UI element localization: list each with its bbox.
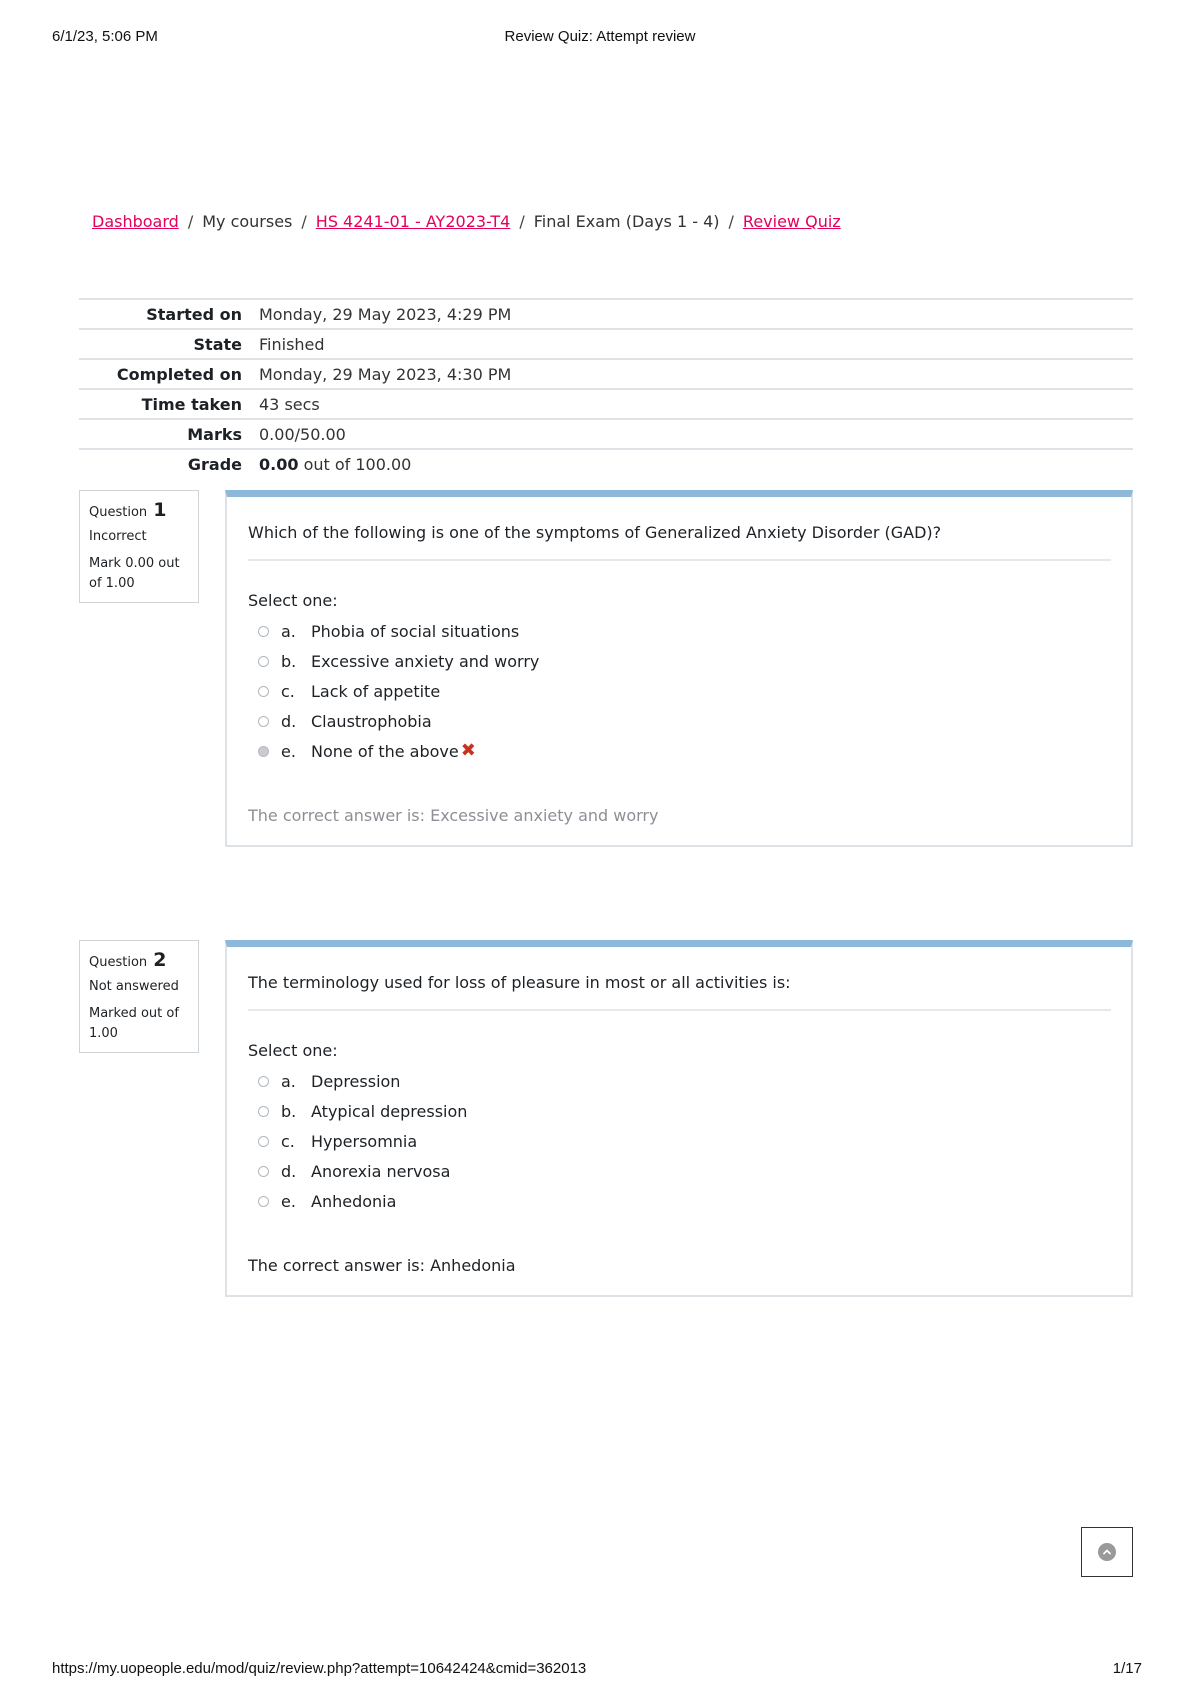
summary-label: Started on — [146, 304, 242, 324]
print-date: 6/1/23, 5:06 PM — [52, 28, 158, 45]
radio-button[interactable] — [258, 1136, 269, 1147]
question-number — [89, 949, 198, 971]
select-one-prompt: Select one: — [248, 591, 338, 610]
question-number-value: 2 — [153, 949, 167, 971]
answer-option[interactable] — [248, 676, 1111, 706]
answer-letter: a. — [281, 621, 296, 641]
summary-row-state — [79, 329, 1133, 359]
summary-row-marks — [79, 419, 1133, 449]
summary-label: State — [193, 334, 242, 354]
answer-option[interactable] — [248, 1096, 1111, 1126]
breadcrumb-my-courses: My courses — [202, 212, 293, 231]
answer-option[interactable] — [248, 616, 1111, 646]
answer-text: Phobia of social situations — [311, 621, 520, 641]
answer-option[interactable] — [248, 1066, 1111, 1096]
radio-button[interactable] — [258, 1076, 269, 1087]
question-text: The terminology used for loss of pleasure in most or all activities is: — [248, 973, 1111, 1011]
answer-option[interactable] — [248, 646, 1111, 676]
print-title: Review Quiz: Attempt review — [504, 28, 696, 45]
answer-option-selected[interactable] — [248, 736, 1111, 766]
summary-label: Completed on — [116, 364, 242, 384]
summary-value: Monday, 29 May 2023, 4:29 PM — [259, 304, 512, 324]
answer-text: Claustrophobia — [311, 711, 432, 731]
answer-option[interactable] — [248, 1156, 1111, 1186]
answer-letter: e. — [281, 1191, 296, 1211]
radio-button[interactable] — [258, 1196, 269, 1207]
question-number-value: 1 — [153, 499, 167, 521]
radio-button[interactable] — [258, 626, 269, 637]
answer-option[interactable] — [248, 706, 1111, 736]
grade-value: 0.00 — [259, 454, 299, 474]
question-text: Which of the following is one of the symptoms of Generalized Anxiety Disorder (GAD)? — [248, 523, 1111, 561]
question-label: Question — [89, 505, 148, 520]
arrow-up-circle-icon — [1098, 1543, 1116, 1561]
answer-text: Hypersomnia — [311, 1131, 418, 1151]
answer-letter: d. — [281, 711, 297, 731]
answer-text: Anhedonia — [311, 1191, 397, 1211]
question-info-2 — [79, 940, 199, 1053]
radio-button[interactable] — [258, 716, 269, 727]
attempt-summary-table — [79, 298, 1133, 478]
answer-list — [248, 616, 1111, 766]
answer-letter: e. — [281, 741, 296, 761]
answer-text: Depression — [311, 1071, 401, 1091]
summary-row-grade — [79, 449, 1133, 478]
breadcrumb — [92, 212, 841, 231]
question-state: Not answered — [89, 979, 179, 994]
question-info-1 — [79, 490, 199, 603]
breadcrumb-course[interactable]: HS 4241-01 - AY2023-T4 — [315, 212, 511, 231]
answer-option[interactable] — [248, 1186, 1111, 1216]
back-to-top-button[interactable] — [1081, 1527, 1133, 1577]
answer-letter: c. — [281, 1131, 295, 1151]
radio-button[interactable] — [258, 1166, 269, 1177]
answer-list — [248, 1066, 1111, 1216]
question-formulation — [225, 490, 1133, 790]
question-grade: Marked out of 1.00 — [89, 1006, 179, 1041]
question-number — [89, 499, 198, 521]
breadcrumb-section: Final Exam (Days 1 - 4) — [533, 212, 720, 231]
radio-button[interactable] — [258, 1106, 269, 1117]
breadcrumb-dashboard[interactable]: Dashboard — [92, 212, 179, 231]
answer-letter: d. — [281, 1161, 297, 1181]
radio-button-checked[interactable] — [258, 746, 269, 757]
breadcrumb-review-quiz[interactable]: Review Quiz — [742, 212, 841, 231]
breadcrumb-separator: / — [728, 212, 734, 231]
answer-text: Lack of appetite — [311, 681, 441, 701]
summary-value: 0.00/50.00 — [259, 424, 346, 444]
summary-row-started — [79, 299, 1133, 329]
answer-letter: a. — [281, 1071, 296, 1091]
correct-answer-feedback: The correct answer is: Excessive anxiety and worry — [225, 790, 1133, 847]
summary-value: Monday, 29 May 2023, 4:30 PM — [259, 364, 512, 384]
question-formulation — [225, 940, 1133, 1240]
chevron-up-icon — [1102, 1547, 1112, 1557]
print-page-number: 1/17 — [1112, 1660, 1142, 1677]
breadcrumb-separator: / — [301, 212, 307, 231]
answer-letter: b. — [281, 651, 297, 671]
summary-value: 43 secs — [259, 394, 320, 414]
answer-text: None of the above — [311, 741, 459, 761]
incorrect-cross-icon: ✖ — [460, 740, 476, 761]
print-footer — [52, 1660, 1148, 1680]
answer-option[interactable] — [248, 1126, 1111, 1156]
summary-value: Finished — [259, 334, 325, 354]
answer-text: Atypical depression — [311, 1101, 468, 1121]
answer-letter: c. — [281, 681, 295, 701]
question-content-1 — [225, 490, 1133, 847]
print-url: https://my.uopeople.edu/mod/quiz/review.php?attempt=10642424&cmid=362013 — [52, 1660, 587, 1677]
question-grade: Mark 0.00 out of 1.00 — [89, 556, 180, 591]
question-state: Incorrect — [89, 529, 147, 544]
radio-button[interactable] — [258, 656, 269, 667]
radio-button[interactable] — [258, 686, 269, 697]
summary-row-time-taken — [79, 389, 1133, 419]
answer-text: Excessive anxiety and worry — [311, 651, 540, 671]
summary-label: Time taken — [141, 394, 242, 414]
answer-text: Anorexia nervosa — [311, 1161, 451, 1181]
breadcrumb-separator: / — [519, 212, 525, 231]
question-label: Question — [89, 955, 148, 970]
summary-row-completed — [79, 359, 1133, 389]
summary-value — [251, 449, 1133, 478]
summary-label: Grade — [187, 454, 242, 474]
answer-letter: b. — [281, 1101, 297, 1121]
print-header — [52, 28, 1148, 48]
correct-answer-feedback: The correct answer is: Anhedonia — [225, 1240, 1133, 1297]
grade-out-of: out of 100.00 — [298, 454, 412, 474]
question-content-2 — [225, 940, 1133, 1297]
summary-label: Marks — [187, 424, 242, 444]
breadcrumb-separator: / — [187, 212, 194, 231]
select-one-prompt: Select one: — [248, 1041, 338, 1060]
